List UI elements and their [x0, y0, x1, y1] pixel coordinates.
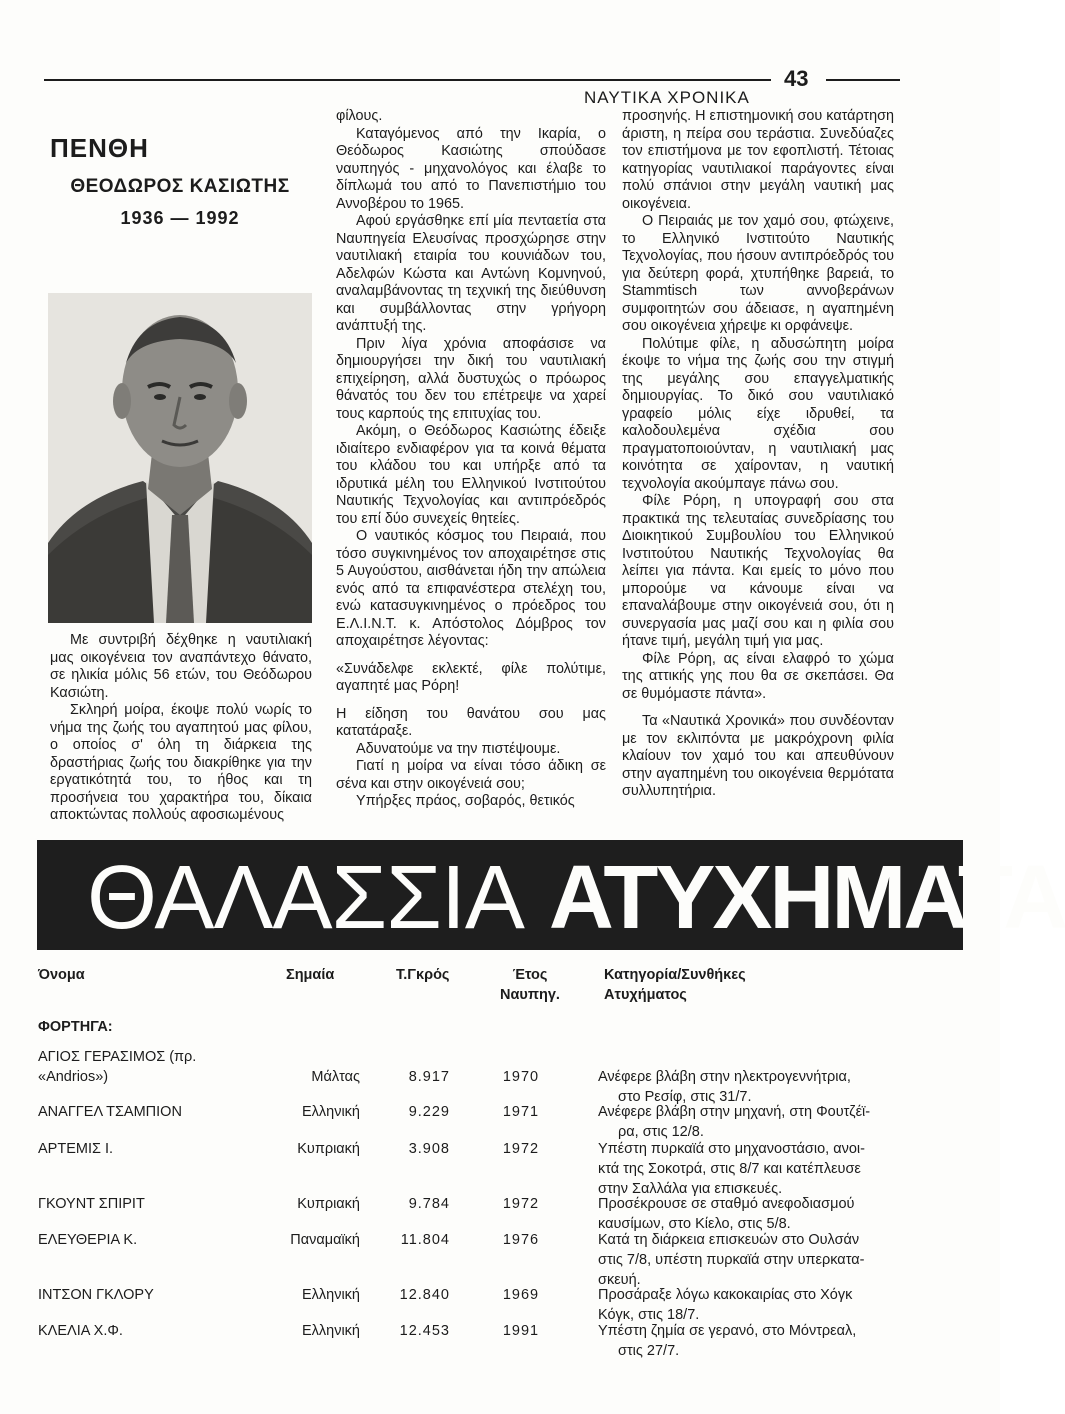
banner-title	[87, 848, 1065, 948]
vessel-year: 1971	[502, 1104, 540, 1120]
paragraph: Αφού εργάσθηκε επί μία πενταετία στα Ναυπηγεία Ελευσίνας προσχώρησε στην ναυτιλιακή εταιρία του κουνιάδων του, Αδελφών Κώστα και Αντώνη Κομνηνού, αναλαμβάνοντας τη τεχνική της διεύθυνση και συμβάλλοντας στην γρήγορη ανάπτυξή της.	[336, 213, 606, 334]
magazine-title: ΝΑΥΤΙΚΑ ΧΡΟΝΙΚΑ	[584, 88, 750, 107]
accident-description	[598, 1230, 898, 1290]
description-line: ρα, στις 12/8.	[618, 1124, 704, 1140]
paragraph: Τα «Ναυτικά Χρονικά» που συνδέονταν με τον εκλιπόντα με μακρόχρονη φιλία κλαίουν τον χαμό του και απευθύνουν στην αγαπημένη του οικογένεια θερμότατα συλλυπητήρια.	[622, 713, 894, 799]
paragraph: Ακόμη, ο Θεόδωρος Κασιώτης έδειξε ιδιαίτερο ενδιαφέρον για τα κοινά θέματα του κλάδου του και υπήρξε από τα ιδρυτικά μέλη του Ελληνικού Ινστιτούτου Ναυτικής Τεχνολογίας και αντιπρόεδρός του επί δύο συνεχείς θητείες.	[336, 423, 606, 527]
sea-accidents-banner	[37, 840, 1065, 950]
vessel-grt: 12.840	[399, 1287, 450, 1303]
paragraph: Ο ναυτικός κόσμος του Πειραιά, που τόσο συγκινημένος τον αποχαιρέτησε στις 5 Αυγούστου, αισθάνεται ήδη την απώλεια ενός από τα επιφανέστερα στελέχη του, ενώ κατασυγκινημένος ο πρόεδρος του Ε.Λ.Ι.Ν.Τ. κ. Απόστολος Δόμβρος τον αποχαιρέτησε λέγοντας:	[336, 528, 606, 649]
table-row	[0, 1047, 1000, 1105]
description-line: Κόγκ, στις 18/7.	[598, 1307, 700, 1323]
vessel-grt: 11.804	[400, 1232, 450, 1248]
description-line: Υπέστη πυρκαϊά στο μηχανοστάσιο, ανοι-	[598, 1141, 865, 1157]
vessel-name-line-2: «Andrios»)	[38, 1069, 109, 1085]
vessel-flag: Κυπριακή	[297, 1141, 360, 1157]
table-row	[0, 1285, 1000, 1325]
description-line: στις 27/7.	[618, 1343, 680, 1359]
header-year-line-1: Έτος	[512, 967, 548, 983]
paragraph: Φίλε Ρόρη, ας είναι ελαφρό το χώμα της αττικής γης που θα σε σκεπάσει. Θα σε θυμόμαστε πάντα».	[622, 650, 894, 702]
section-title: ΠΕΝΘΗ	[50, 133, 149, 163]
header-year	[490, 965, 570, 1005]
vessel-flag: Παναμαϊκή	[290, 1232, 360, 1248]
table-row	[0, 1321, 1000, 1361]
description-line: Προσέκρουσε σε σταθμό ανεφοδιασμού	[598, 1196, 855, 1212]
vessel-year: 1970	[502, 1069, 540, 1085]
category-cargo: ΦΟΡΤΗΓΑ:	[38, 1019, 113, 1035]
vessel-grt: 9.784	[408, 1196, 450, 1212]
portrait-illustration	[48, 293, 312, 623]
quote-opening: «Συνάδελφε εκλεκτέ, φίλε πολύτιμε, αγαπητέ μας Ρόρη!	[336, 660, 606, 694]
vessel-flag: Κυπριακή	[297, 1196, 360, 1212]
vessel-name: ΕΛΕΥΘΕΡΙΑ Κ.	[38, 1232, 138, 1248]
description-line: Κατά τη διάρκεια επισκευών στο Ουλσάν	[598, 1232, 860, 1248]
accident-description	[598, 1067, 898, 1107]
header-category	[604, 965, 746, 1005]
description-line: καυσίμων, στο Κίελο, στις 5/8.	[598, 1216, 791, 1232]
header-rule-left	[44, 79, 771, 81]
paragraph: Πολύτιμε φίλε, η αδυσώπητη μοίρα έκοψε το νήμα της ζωής σου την στιγμή της μεγάλης σου επαγγελματικής δημιουργίας. Το δικό σου ναυτιλιακό γραφείο μόλις είχε ιδρυθεί, τα καλοδουλεμένα σχέδια σου πραγματοποιούνταν, η ναυτιλιακή μας κοινότητα σε χαίρονταν, η ναυτική τεχνολογία ακούμπαγε πάνω σου.	[622, 335, 894, 492]
paragraph: Αδυνατούμε να την πιστέψουμε.	[356, 740, 561, 757]
table-row	[0, 1102, 1000, 1142]
paragraph: Καταγόμενος από την Ικαρία, ο Θεόδωρος Κασιώτης σπούδασε ναυπηγός - μηχανολόγος και έλαβε το δίπλωμά του από το Πανεπιστήμιο του Αννοβέρου το 1965.	[336, 125, 606, 212]
paragraph: Ο Πειραιάς με τον χαμό σου, φτώχεινε, το Ελληνικό Ινστιτούτο Ναυτικής Τεχνολογίας, που ήσουν αντιπρόεδρός του για δεύτερη φορά, χτυπήθηκε βαρειά, το Stammtisch των αννοβεράνων συμφοιτητών σου άδειασε, η αγαπημένη σου οικογένεια χήρεψε κι ορφάνεψε.	[622, 213, 894, 334]
description-line: Υπέστη ζημία σε γερανό, στο Μόντρεαλ,	[598, 1323, 857, 1339]
paragraph: Σκληρή μοίρα, έκοψε πολύ νωρίς το νήμα της ζωής του αγαπητού μας φίλου, ο οποίος σ' όλη τη διάρκεια της δραστήριας ζωής του διακρίθηκε για την εργατικότητά του, το ήθος και τη προσήνεια του χαρακτήρα του, δίκαια αποκτώντας πολλούς αφοσιωμένους	[50, 702, 312, 823]
table-row	[0, 1230, 1000, 1288]
description-line: Ανέφερε βλάβη στην μηχανή, στη Φουτζέϊ-	[598, 1104, 871, 1120]
description-line: Προσάραξε λόγω κακοκαιρίας στο Χόγκ	[598, 1287, 853, 1303]
banner-title-bold: ΑΤΥΧΗΜΑΤΑ	[548, 848, 1065, 948]
vessel-name: ΙΝΤΣΟΝ ΓΚΛΟΡΥ	[38, 1287, 154, 1303]
header-grt: Τ.Γκρός	[396, 967, 450, 983]
obituary-column-1	[50, 632, 312, 825]
accident-description	[598, 1102, 898, 1142]
vessel-year: 1976	[502, 1232, 540, 1248]
accident-description	[598, 1139, 898, 1199]
vessel-year: 1969	[502, 1287, 540, 1303]
header-flag: Σημαία	[286, 967, 335, 983]
vessel-grt: 3.908	[408, 1141, 450, 1157]
vessel-name: ΑΝΑΓΓΕΛ ΤΣΑΜΠΙΟΝ	[38, 1104, 182, 1120]
obituary-years: 1936 — 1992	[120, 208, 240, 228]
vessel-year: 1972	[502, 1141, 540, 1157]
portrait-photo	[48, 293, 312, 623]
paragraph: Πριν λίγα χρόνια αποφάσισε να δημιουργήσει την δική του ναυτιλιακή επιχείρηση, αλλά δυστυχώς ο πρόωρος θάνατός του δεν του επέτρεψε να χαρεί τους καρπούς της επιτυχίας του.	[336, 335, 606, 422]
page-number: 43	[784, 66, 809, 91]
paragraph: Με συντριβή δέχθηκε η ναυτιλιακή μας οικογένεια τον αναπάντεχο θάνατο, σε ηλικία μόλις 56 ετών, του Θεόδωρου Κασιώτη.	[50, 632, 312, 701]
description-line: Ανέφερε βλάβη στην ηλεκτρογεννήτρια,	[598, 1069, 851, 1085]
vessel-flag: Μάλτας	[311, 1069, 360, 1085]
banner-title-light: ΘΑΛΑΣΣΙΑ	[87, 848, 524, 948]
vessel-flag: Ελληνική	[301, 1104, 360, 1120]
description-line: στην Σαλλάλα για επισκευές.	[598, 1181, 783, 1197]
paragraph: Φίλε Ρόρη, η υπογραφή σου στα πρακτικά της τελευταίας συνεδρίασης του Διοικητικού Συμβουλίου του Ελληνικού Ινστιτούτου Ναυτικής Τεχνολογίας θα λείπει για πάντα. Και εμείς το μόνο που μπορούμε να κάνουμε είναι να επαναλάβουμε στην οικογένειά σου, ότι η συνεργασία μας μαζί σου και η φιλία σου ήτανε τιμή, μεγάλη τιμή για μας.	[622, 493, 894, 649]
vessel-grt: 8.917	[408, 1069, 450, 1085]
table-row	[0, 1194, 1000, 1234]
obituary-column-2	[336, 108, 606, 811]
paragraph: φίλους.	[336, 108, 383, 124]
vessel-name: ΚΛΕΛΙΑ Χ.Φ.	[38, 1323, 123, 1339]
vessel-name	[38, 1047, 253, 1087]
vessel-grt: 9.229	[408, 1104, 450, 1120]
obituary-column-3	[622, 108, 894, 801]
accident-description	[598, 1285, 898, 1325]
vessel-flag: Ελληνική	[301, 1287, 360, 1303]
paragraph: Η είδηση του θανάτου σου μας κατατάραξε.	[336, 705, 606, 739]
description-line: κτά της Σοκοτρά, στις 8/7 και κατέπλευσε	[598, 1161, 861, 1177]
table-row	[0, 1139, 1000, 1197]
header-rule-right	[826, 79, 900, 81]
vessel-grt: 12.453	[399, 1323, 450, 1339]
description-line: σκευή.	[598, 1272, 641, 1288]
accident-description	[598, 1194, 898, 1234]
paragraph: Γιατί η μοίρα να είναι τόσο άδικη σε σένα και στην οικογένειά σου;	[336, 758, 606, 792]
header-year-line-2: Ναυπηγ.	[500, 987, 560, 1003]
vessel-flag: Ελληνική	[301, 1323, 360, 1339]
header-name: Όνομα	[38, 967, 85, 983]
paragraph: Υπήρξες πράος, σοβαρός, θετικός	[356, 793, 575, 809]
description-line: στις 7/8, υπέστη πυρκαϊά στην υπερκατα-	[598, 1252, 865, 1268]
vessel-name: ΑΡΤΕΜΙΣ Ι.	[38, 1141, 114, 1157]
vessel-year: 1991	[502, 1323, 540, 1339]
vessel-name-line-1: ΑΓΙΟΣ ΓΕΡΑΣΙΜΟΣ (πρ.	[38, 1049, 197, 1065]
vessel-year: 1972	[502, 1196, 540, 1212]
paragraph: προσηνής. Η επιστημονική σου κατάρτηση άριστη, η πείρα σου τεράστια. Συνεδύαζες τον επιστήμονα με τον εφοπλιστή. Τέτοιας κατηγορίας ναυτιλιακοί παράγοντες είναι πολύ σπάνιοι στην μεγάλη ναυτική μας οικογένεια.	[622, 108, 894, 212]
header-category-line-2: Ατυχήματος	[604, 987, 687, 1003]
obituary-name: ΘΕΟΔΩΡΟΣ ΚΑΣΙΩΤΗΣ	[70, 176, 290, 197]
header-category-line-1: Κατηγορία/Συνθήκες	[604, 967, 746, 983]
accident-description	[598, 1321, 898, 1361]
vessel-name: ΓΚΟΥΝΤ ΣΠΙΡΙΤ	[38, 1196, 145, 1212]
description-line: στο Ρεσίφ, στις 31/7.	[618, 1089, 752, 1105]
